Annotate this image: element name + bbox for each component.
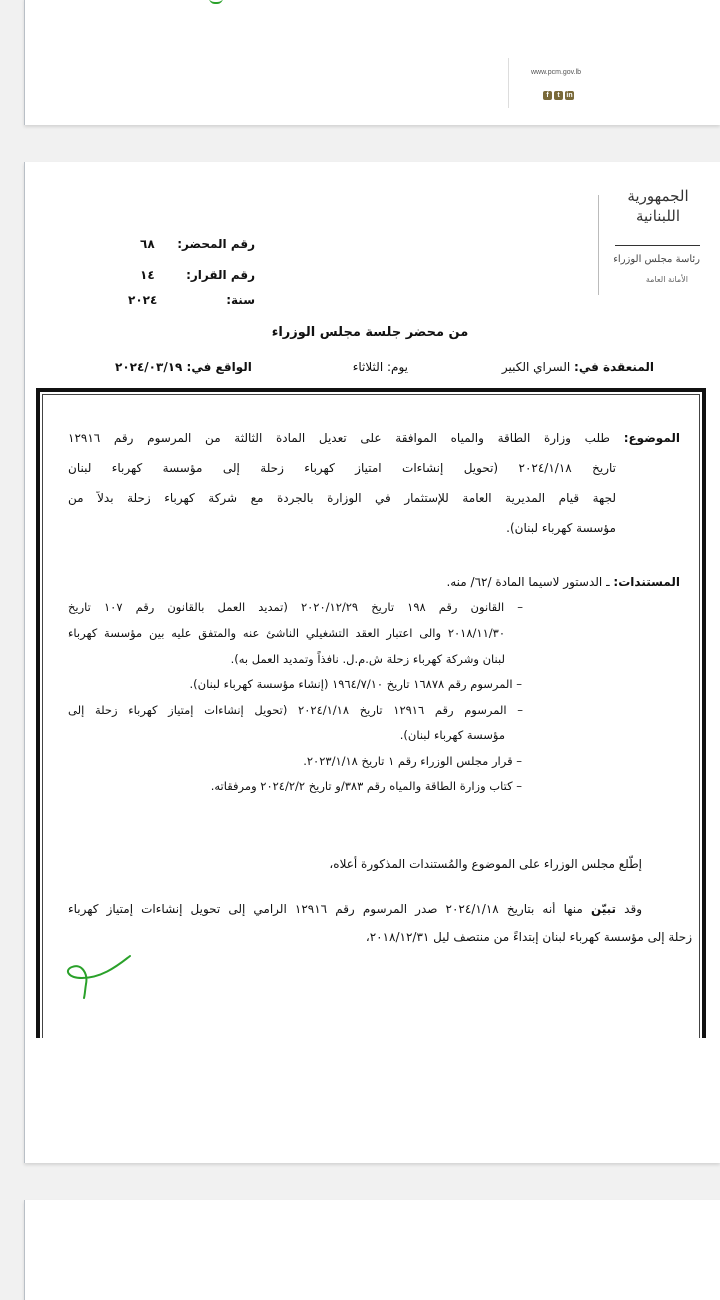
previous-page [24, 0, 720, 125]
minutes-number-value: ٦٨ [140, 237, 155, 251]
facebook-icon[interactable]: f [543, 91, 552, 100]
year-value: ٢٠٢٤ [128, 293, 158, 307]
documents-line-6: – المرسوم رقم ١٢٩١٦ تاريخ ٢٠٢٤/١/١٨ (تحويل إنشاءات إمتياز كهرباء زحلة إلى [68, 703, 523, 717]
documents-line-5: – المرسوم رقم ١٦٨٧٨ تاريخ ١٩٦٤/٧/١٠ (إنشاء مؤسسة كهرباء لبنان). [189, 677, 522, 691]
subject-line-2: تاريخ ٢٠٢٤/١/١٨ (تحويل إنشاءات امتياز كهرباء زحلة إلى مؤسسة كهرباء لبنان [68, 461, 616, 475]
body-paragraph-1: إطّلع مجلس الوزراء على الموضوع والمُستندات المذكورة أعلاه، [329, 857, 642, 871]
letterhead-rule [615, 245, 700, 246]
next-page [24, 1200, 720, 1300]
social-icons [542, 82, 575, 101]
body-paragraph-2-line-1: وقد تبيّن منها أنه بتاريخ ٢٠٢٤/١/١٨ صدر المرسوم رقم ١٢٩١٦ الرامي إلى تحويل إنشاءات إمتياز كهرباء [68, 902, 642, 916]
venue-value: السراي الكبير [501, 360, 571, 374]
page-title: من محضر جلسة مجلس الوزراء [271, 325, 469, 340]
letterhead-presidency: رئاسة مجلس الوزراء [613, 254, 700, 265]
documents-line-4: لبنان وشركة كهرباء زحلة ش.م.ل. نافذاً وتمديد العمل به). [230, 652, 505, 666]
body-paragraph-2-line-2: زحلة إلى مؤسسة كهرباء لبنان إبتداءً من منتصف ليل ٢٠١٨/١٢/٣١، [365, 930, 692, 944]
subject-label: الموضوع: [623, 431, 680, 445]
letterhead-divider [598, 195, 599, 295]
minutes-number-label: رقم المحضر: [177, 237, 255, 251]
year-label: سنة: [226, 293, 255, 307]
divider [508, 58, 509, 108]
subject-line-1: الموضوع: طلب وزارة الطاقة والمياه الموافقة على تعديل المادة الثالثة من المرسوم رقم ١٢٩١٦ [68, 431, 680, 445]
website-url[interactable]: www.pcm.gov.lb [531, 69, 582, 76]
green-mark [209, 0, 223, 4]
twitter-icon[interactable]: t [554, 91, 563, 100]
documents-line-1: المستندات: ـ الدستور لاسيما المادة /٦٢/ منه. [446, 575, 680, 589]
venue-label: المنعقدة في: [574, 360, 654, 374]
decision-number-label: رقم القرار: [186, 268, 255, 282]
documents-line-8: – قرار مجلس الوزراء رقم ١ تاريخ ٢٠٢٣/١/١٨. [303, 754, 522, 768]
session-day: يوم: الثلاثاء [352, 360, 408, 374]
letterhead-republic: الجمهورية اللبنانية [627, 187, 689, 225]
session-venue [502, 360, 654, 374]
decision-number-value: ١٤ [140, 268, 155, 282]
documents-label: المستندات: [613, 575, 680, 589]
documents-line-9: – كتاب وزارة الطاقة والمياه رقم ٣٨٣/و تاريخ ٢٠٢٤/٢/٢ ومرفقاته. [210, 779, 522, 793]
subject-line-4: مؤسسة كهرباء لبنان). [506, 521, 616, 535]
documents-line-2: – القانون رقم ١٩٨ تاريخ ٢٠٢٠/١٢/٢٩ (تمديد العمل بالقانون رقم ١٠٧ تاريخ [68, 600, 523, 614]
session-date [115, 360, 252, 374]
linkedin-icon[interactable]: in [566, 92, 573, 99]
date-value: ٢٠٢٤/٠٣/١٩ [115, 360, 183, 374]
documents-line-3: ٢٠١٨/١١/٣٠ والى اعتبار العقد التشغيلي الناشئ عنه والمتفق عليه بين مؤسسة كهرباء [68, 626, 505, 640]
subject-line-3: لجهة قيام المديرية العامة للإستثمار في الوزارة بالجردة مع شركة كهرباء زحلة بدلاً من [68, 491, 616, 505]
signature-initials [60, 950, 140, 1000]
date-label: الواقع في: [186, 360, 252, 374]
documents-line-7: مؤسسة كهرباء لبنان). [399, 728, 505, 742]
letterhead-secretariat: الأمانة العامة [645, 275, 688, 284]
